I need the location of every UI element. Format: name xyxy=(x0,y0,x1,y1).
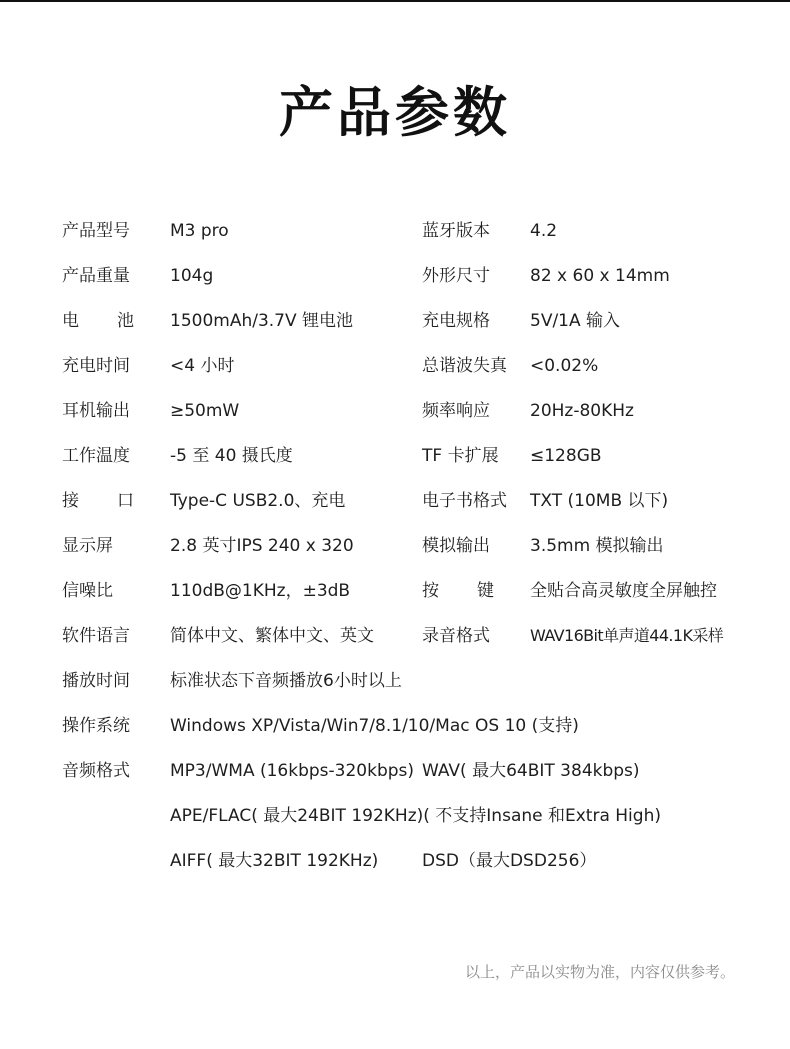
spec-label: TF 卡扩展 xyxy=(422,446,499,466)
page-title: 产品参数 xyxy=(279,81,511,144)
spec-label: 电子书格式 xyxy=(422,491,507,511)
spec-value: 82 x 60 x 14mm xyxy=(530,266,670,286)
spec-value: 110dB@1KHz，±3dB xyxy=(170,581,351,601)
spec-label: 充电规格 xyxy=(422,311,490,331)
spec-value: MP3/WMA (16kbps-320kbps) xyxy=(170,761,415,781)
spec-label: 频率响应 xyxy=(422,401,490,421)
spec-value: Type-C USB2.0、充电 xyxy=(170,491,346,511)
spec-value: ≥50mW xyxy=(170,401,240,421)
spec-label: 总谐波失真 xyxy=(422,356,507,376)
spec-value: 标准状态下音频播放6小时以上 xyxy=(170,671,402,691)
spec-value: 1500mAh/3.7V 锂电池 xyxy=(170,311,354,331)
spec-value: APE/FLAC( 最大24BIT 192KHz)( 不支持Insane 和Extra High) xyxy=(170,806,661,826)
spec-label: 外形尺寸 xyxy=(422,266,490,286)
spec-value: 简体中文、繁体中文、英文 xyxy=(170,626,374,646)
spec-value: 5V/1A 输入 xyxy=(530,311,621,331)
spec-value: DSD（最大DSD256） xyxy=(422,851,597,871)
spec-value: -5 至 40 摄氏度 xyxy=(170,446,293,466)
spec-value: WAV( 最大64BIT 384kbps) xyxy=(422,761,640,781)
spec-value: 2.8 英寸IPS 240 x 320 xyxy=(170,536,354,556)
spec-label: 信噪比 xyxy=(62,581,113,601)
spec-label: 播放时间 xyxy=(62,671,130,691)
spec-label: 耳机输出 xyxy=(62,401,130,421)
spec-label: 产品重量 xyxy=(62,266,130,286)
spec-value: <0.02% xyxy=(530,356,599,376)
spec-label: 软件语言 xyxy=(62,626,130,646)
spec-label: 接口 xyxy=(62,491,134,511)
spec-label: 操作系统 xyxy=(62,716,130,736)
spec-label: 录音格式 xyxy=(422,626,490,646)
spec-label: 充电时间 xyxy=(62,356,130,376)
footnote: 以上，产品以实物为准，内容仅供参考。 xyxy=(464,963,735,981)
spec-label: 音频格式 xyxy=(62,761,130,781)
spec-value: 全贴合高灵敏度全屏触控 xyxy=(530,581,717,601)
spec-value: TXT (10MB 以下) xyxy=(530,491,669,511)
spec-label: 模拟输出 xyxy=(422,536,490,556)
spec-label: 产品型号 xyxy=(62,221,130,241)
spec-label: 电池 xyxy=(62,311,134,331)
spec-value: WAV16Bit单声道44.1K采样 xyxy=(530,626,724,645)
spec-value: 4.2 xyxy=(530,221,558,241)
spec-value: Windows XP/Vista/Win7/8.1/10/Mac OS 10 (支持) xyxy=(170,716,579,736)
spec-value: AIFF( 最大32BIT 192KHz) xyxy=(170,851,379,871)
spec-value: ≤128GB xyxy=(530,446,602,466)
spec-value: M3 pro xyxy=(170,221,229,241)
spec-value: <4 小时 xyxy=(170,356,235,376)
spec-label: 工作温度 xyxy=(62,446,130,466)
spec-value: 104g xyxy=(170,266,214,286)
spec-value: 20Hz-80KHz xyxy=(530,401,634,421)
spec-label: 显示屏 xyxy=(62,536,113,556)
top-divider xyxy=(0,0,790,2)
spec-label: 蓝牙版本 xyxy=(422,221,490,241)
spec-label: 按键 xyxy=(422,581,494,601)
spec-value: 3.5mm 模拟输出 xyxy=(530,536,664,556)
